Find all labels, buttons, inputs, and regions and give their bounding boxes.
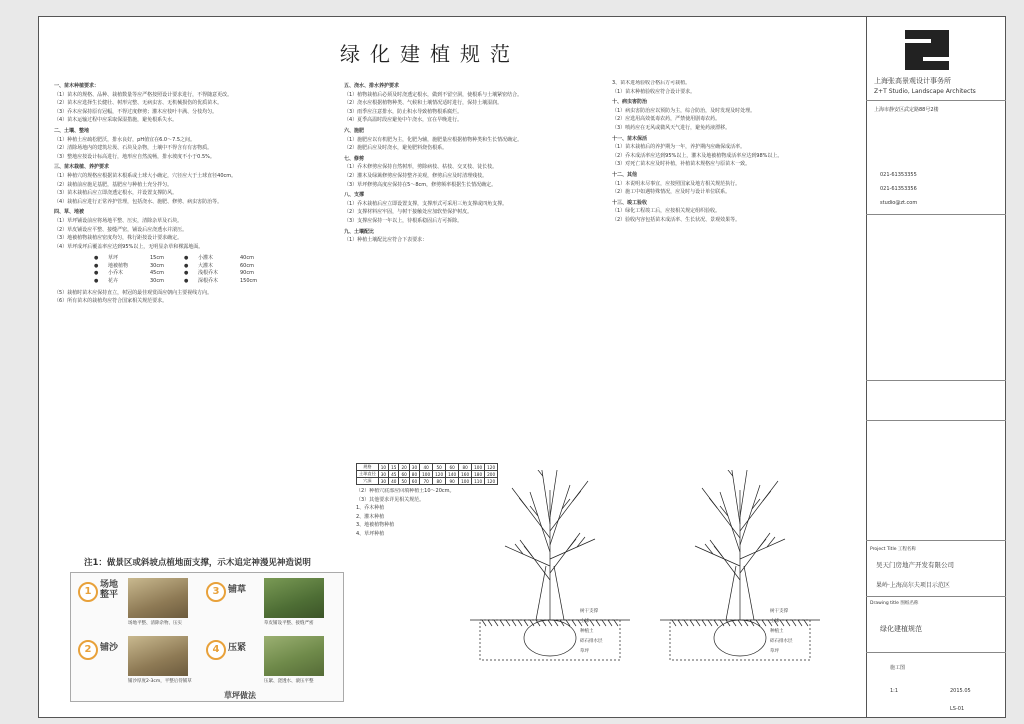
tree-label: 种植土 [770,629,784,634]
text-line: 3、苗木进场验收合格后方可栽植。 [612,80,691,86]
tree-twig [763,491,771,501]
tree-branch [720,492,740,552]
text-line: 一、苗木种植要求： [54,83,100,89]
text-line: （3）支撑应保持一年以上，待根系稳固后方可拆除。 [344,217,463,224]
step-1-badge: 1 [78,582,98,602]
address: 上海市静安区武定路88号2楼 [874,107,939,113]
drawing-label: Drawing title 图纸名称 [870,601,919,606]
text-line: （2）清除场地内的建筑垃圾、石块及杂物，土壤中不得含有有害物质。 [54,145,213,152]
text-line: （5）栽植时苗木应保持直立，树冠的最佳观赏面应朝向主要视线方向。 [54,289,213,296]
divider [866,380,1006,381]
text-line: （6）所有苗木的栽植均应符合国家相关规范要求。 [54,298,168,305]
bullet-cell: 30cm [150,278,164,285]
soil-hatch [792,620,796,626]
step-1-label: 场地 整平 [100,580,119,600]
table-cell: 30 [378,478,388,485]
tree-branch [710,540,740,580]
tree-twig [568,539,576,549]
table-cell: 60 [399,471,409,478]
step-2-photo [128,636,188,676]
text-line: （3）喷药应在无风或微风天气进行，避免药液漂移。 [612,124,731,131]
tree-twig [752,499,760,509]
table-cell: 180 [472,471,485,478]
text-line: （1）苗木栽植后的养护期为一年，养护期内应确保成活率。 [612,144,746,151]
text-line: （3）其他要求详见相关规范。 [356,496,425,503]
soil-hatch [714,620,718,626]
text-line: 二、土壤、整地 [54,127,90,134]
soil-hatch [798,620,802,626]
tree-drawing-right [660,470,820,660]
tree-label: 碎石排水层 [580,639,603,644]
bullet-cell: 45cm [150,270,164,277]
step-4-photo [264,636,324,676]
bullet-cell: 大灌木 [198,262,214,269]
soil-hatch [780,620,784,626]
text-line: （2）栽植前应施足基肥，基肥应与种植土充分拌匀。 [54,181,173,188]
soil-hatch [762,620,766,626]
table-cell: 10 [378,464,388,471]
bullet-cell: 60cm [240,262,254,269]
soil-hatch [548,620,552,626]
step-1-photo [128,578,188,618]
table-cell: 80 [459,464,472,471]
table-cell: 60 [446,464,459,471]
text-line: （1）乔木栽植后应立即设置支撑，支撑形式可采用三角支撑或四角支撑。 [344,200,508,207]
text-line: 八、支撑 [344,192,365,199]
text-line: （2）施工中如遇特殊情况，应及时与设计单位联系。 [612,189,731,196]
tree-label: 树干支撑 [580,609,598,614]
text-line: （1）植物栽植后必须及时浇透定根水，做到不留空洞，使根系与土壤紧密结合。 [344,91,523,98]
text-line: （1）种植土壤配比应符合下表要求： [344,237,428,244]
bullet-cell: 40cm [240,255,254,262]
tree-twig [562,499,570,509]
tree-drawing-left [470,470,630,660]
tree-support [554,566,564,620]
page-title: 绿化建植规范 [340,42,520,66]
table-cell: 120 [433,471,446,478]
table-cell: 80 [433,478,446,485]
soil-hatch [672,620,676,626]
project-label: Project Title 工程名称 [870,547,916,552]
bullet-cell: 地被植物 [108,262,129,269]
divider [866,420,1006,421]
soil-hatch [726,620,730,626]
text-line: 七、修剪 [344,155,365,162]
table-cell: 60 [409,478,419,485]
soil-hatch [690,620,694,626]
tree-twig [709,498,717,508]
step-2-label: 铺沙 [100,643,119,653]
soil-hatch [482,620,486,626]
divider [866,540,1006,541]
tree-label: 土球 [580,619,589,624]
tree-support [726,566,736,620]
table-cell: 规格 [357,464,379,471]
table-cell: 120 [485,464,498,471]
step-3-photo [264,578,324,618]
soil-hatch [596,620,600,626]
table-cell: 20 [399,464,409,471]
text-line: （2）乔木成活率应达到95%以上，灌木及地被植物成活率应达到98%以上。 [612,152,783,159]
table-cell: 70 [420,478,433,485]
soil-hatch [602,620,606,626]
sheet-number: LS-01 [950,706,965,712]
steps-title: 草坪做法 [224,691,256,700]
soil-hatch [708,620,712,626]
table-cell: 15 [389,464,399,471]
text-line: 3、地被植物种植 [356,522,395,529]
step-2-caption: 铺沙厚度2-3cm，平整后待铺草 [128,679,192,684]
text-line: （1）种植穴的规格应根据苗木根系或土球大小确定，穴径应大于土球直径40cm。 [54,172,237,179]
text-line: （1）草坪铺设前应将场地平整、压实，清除杂草及石块。 [54,217,183,224]
tree-twig [530,506,538,516]
bullet-cell: ● [94,262,99,269]
table-cell: 50 [433,464,446,471]
soil-hatch [732,620,736,626]
tree-branch [695,546,740,566]
table-cell: 160 [459,471,472,478]
planting-note: 注1：做景区或斜坡点植地面支撑，示木追定神漫见神造说明 [84,558,311,568]
tree-label: 树干支撑 [770,609,788,614]
drawing-name: 绿化建植规范 [880,625,922,633]
text-line: 三、苗木栽植、养护要求 [54,164,110,171]
text-line: （1）施肥应以有机肥为主，化肥为辅，施肥量应根据植物种类和生长情况确定。 [344,136,523,143]
table-cell: 100 [472,464,485,471]
table-cell: 45 [389,471,399,478]
company-name-cn: 上海张高景观设计事务所 [874,77,951,85]
status: 施工图 [890,665,906,671]
soil-hatch [542,620,546,626]
text-line: 九、土壤配比 [344,228,375,235]
tree-branch [550,470,562,517]
bullet-cell: ● [184,278,189,285]
text-line: （2）种植穴底部应回填种植土10～20cm。 [356,488,455,494]
soil-hatch [614,620,618,626]
soil-hatch [500,620,504,626]
tree-twig [519,498,527,508]
soil-hatch [786,620,790,626]
step-4-caption: 压紧、浇透水、滚压平整 [264,679,314,684]
step-4-badge: 4 [206,640,226,660]
divider [866,100,1006,101]
step-3-caption: 草皮铺设平整、接缝严密 [264,621,314,626]
scale: 1:1 [890,688,899,694]
table-cell: 40 [420,464,433,471]
text-line: （4）夏季高温时段应避免中午浇水，宜在早晚进行。 [344,117,463,124]
tree-label: 种植土 [580,629,594,634]
bullet-cell: ● [184,255,189,262]
text-line: 十三、竣工验收 [612,199,648,206]
tree-branch [538,470,550,524]
text-line: （3）对死亡苗木应及时补植，补植苗木规格应与原苗木一致。 [612,161,751,168]
soil-hatch [678,620,682,626]
text-line: （2）施肥后应及时浇水，避免肥料烧伤根系。 [344,145,448,152]
tree-twig [524,546,532,556]
tree-branch [740,539,785,559]
table-cell: 土球直径 [357,471,379,478]
bullet-cell: 小乔木 [108,270,124,277]
soil-hatch [518,620,522,626]
step-4-label: 压紧 [228,643,247,653]
text-line: （1）苗木种植验收应符合设计要求。 [612,88,696,95]
middle-column [344,80,602,460]
table-cell: 200 [485,471,498,478]
text-line: 五、浇水、排水养护要求 [344,83,400,89]
bullet-cell: 小灌木 [198,255,214,262]
tree-branch [728,470,740,524]
company-name-en: Z+T Studio, Landscape Architects [874,88,976,95]
fax: 021-61353356 [880,186,917,192]
text-line: （4）栽植后应进行正常养护管理，包括浇水、施肥、修剪、病虫害防治等。 [54,198,223,205]
text-line: （1）绿化工程竣工后，应按相关规定组织验收。 [612,208,721,215]
text-line: （2）浇水应根据植物种类、气候和土壤情况适时进行，保持土壤湿润。 [344,100,503,107]
bullet-cell: 浅根乔木 [198,270,219,277]
soil-hatch [572,620,576,626]
date: 2015.05 [950,688,971,694]
soil-hatch [696,620,700,626]
text-line: （4）苗木运输过程中应采取保湿措施，避免根系失水。 [54,117,178,124]
table-cell: 90 [446,478,459,485]
divider [866,214,1006,215]
table-cell: 50 [399,478,409,485]
divider [866,596,1006,597]
tree-branch [530,492,550,552]
text-line: （2）灌木及绿篱修剪应保持整齐美观，修剪后应及时清理残枝。 [344,172,488,179]
bullet-cell: ● [94,255,99,262]
bullet-cell: 草坪 [108,255,119,262]
bullet-cell: ● [184,270,189,277]
tree-branch [740,485,760,545]
table-cell: 120 [485,478,498,485]
table-cell: 穴深 [357,478,379,485]
table-cell: 30 [378,471,388,478]
text-line: 十二、其他 [612,171,638,178]
text-line: （2）应选用高效低毒农药，严禁使用剧毒农药。 [612,116,721,123]
soil-hatch [560,620,564,626]
left-column [54,80,326,550]
text-line: （3）地被植物栽植应密度均匀，株行距按设计要求确定。 [54,235,183,242]
text-line: （1）本说明未尽事宜，应按照国家及地方相关规范执行。 [612,180,741,187]
tree-twig [573,491,581,501]
text-line: （3）乔木应保持原有冠幅，不得过度修剪；灌木应枝叶丰满、分枝均匀。 [54,108,218,115]
soil-hatch [750,620,754,626]
bullet-cell: 15cm [150,255,164,262]
table-cell: 100 [420,471,433,478]
step-3-badge: 3 [206,582,226,602]
text-line: 十、病虫害防治 [612,99,648,106]
soil-hatch [684,620,688,626]
text-line: 1、乔木种植 [356,505,385,512]
tree-branch [740,470,752,517]
text-line: （3）苗木栽植后应立即浇透定根水，并设置支撑防风。 [54,190,178,197]
step-3-label: 铺草 [228,585,247,595]
bullet-cell: ● [184,262,189,269]
tree-support [744,566,754,620]
right-column [612,80,860,480]
bullet-cell: 90cm [240,270,254,277]
project-subtitle: 果岭·上海高尔夫项目示范区 [876,582,950,589]
root-ball [524,620,576,656]
soil-hatch [608,620,612,626]
soil-hatch [488,620,492,626]
root-ball [714,620,766,656]
tree-twig [725,470,733,476]
tree-twig [535,470,543,476]
bullet-cell: 花卉 [108,278,119,285]
tree-branch [520,540,550,580]
divider [866,652,1006,653]
tree-label: 草坪 [770,649,779,654]
soil-hatch [804,620,808,626]
title-block [866,16,1007,718]
table-cell: 100 [459,478,472,485]
tree-branch [550,539,595,559]
step-2-badge: 2 [78,640,98,660]
tree-twig [758,539,766,549]
tree-label: 土球 [770,619,779,624]
bullet-cell: 深根乔木 [198,278,219,285]
text-line: （3）雨季应注意排水，防止积水导致植物根系腐烂。 [344,108,463,115]
studio-logo [905,30,949,70]
phone: 021-61353355 [880,172,917,178]
text-line: （1）病虫害防治应以预防为主，综合防治，及时发现及时处理。 [612,107,756,114]
text-line: （2）草皮铺设应平整、接缝严密，铺设后应浇透水并滚压。 [54,226,188,233]
bullet-row [94,255,326,263]
table-cell: 40 [389,478,399,485]
tree-twig [720,506,728,516]
tree-support [536,566,546,620]
text-line: （2）验收内容包括苗木成活率、生长状况、景观效果等。 [612,216,741,223]
table-cell: 80 [409,471,419,478]
bullet-cell: 30cm [150,262,164,269]
tree-label: 碎石排水层 [770,639,793,644]
text-line: 4、草坪种植 [356,530,385,537]
text-line: （2）苗木应选择生长健壮、树形完整、无病虫害、无机械损伤的优质苗木。 [54,100,223,107]
soil-hatch [506,620,510,626]
soil-hatch [536,620,540,626]
tree-planting-detail [470,470,860,700]
soil-hatch [590,620,594,626]
text-line: （1）苗木的规格、品种、栽植数量等应严格按照设计要求进行，不得随意更改。 [54,91,233,98]
table-cell: 30 [409,464,419,471]
step-1-caption: 场地平整、清除杂物、压实 [128,621,182,626]
text-line: 2、灌木种植 [356,513,385,520]
email: studio@zt.com [880,200,918,206]
tree-branch [505,546,550,566]
soil-hatch [494,620,498,626]
text-line: 十一、苗木保活 [612,135,648,142]
text-line: （3）草坪修剪高度应保持在5～8cm，修剪频率根据生长情况确定。 [344,181,497,188]
bullet-row [94,278,326,286]
text-line: （2）支撑材料应牢固，与树干接触处应加软垫保护树皮。 [344,209,473,216]
text-line: 四、草、地被 [54,209,85,216]
soil-hatch [512,620,516,626]
text-line: （1）种植土应疏松肥沃，排水良好，pH值宜在6.0～7.5之间。 [54,136,196,143]
table-cell: 110 [472,478,485,485]
table-cell: 140 [446,471,459,478]
tree-label: 草坪 [580,649,589,654]
soil-hatch [738,620,742,626]
text-line: （1）乔木修剪应保持自然树形，剪除病枝、枯枝、交叉枝、徒长枝。 [344,164,498,171]
project-name: 吴天门房地产开发有限公司 [876,561,954,569]
tree-branch [550,485,570,545]
soil-hatch [524,620,528,626]
bullet-cell: ● [94,270,99,277]
soil-hatch [702,620,706,626]
bullet-row [94,270,326,278]
bullet-cell: ● [94,278,99,285]
text-line: （4）草坪成坪后覆盖率应达到95%以上，无明显杂草和裸露地面。 [54,243,204,250]
bullet-cell: 150cm [240,278,258,285]
tree-twig [714,546,722,556]
text-line: （3）整地应按设计标高进行，地形应自然流畅，排水坡度不小于0.5%。 [54,153,215,160]
text-line: 六、施肥 [344,127,365,134]
